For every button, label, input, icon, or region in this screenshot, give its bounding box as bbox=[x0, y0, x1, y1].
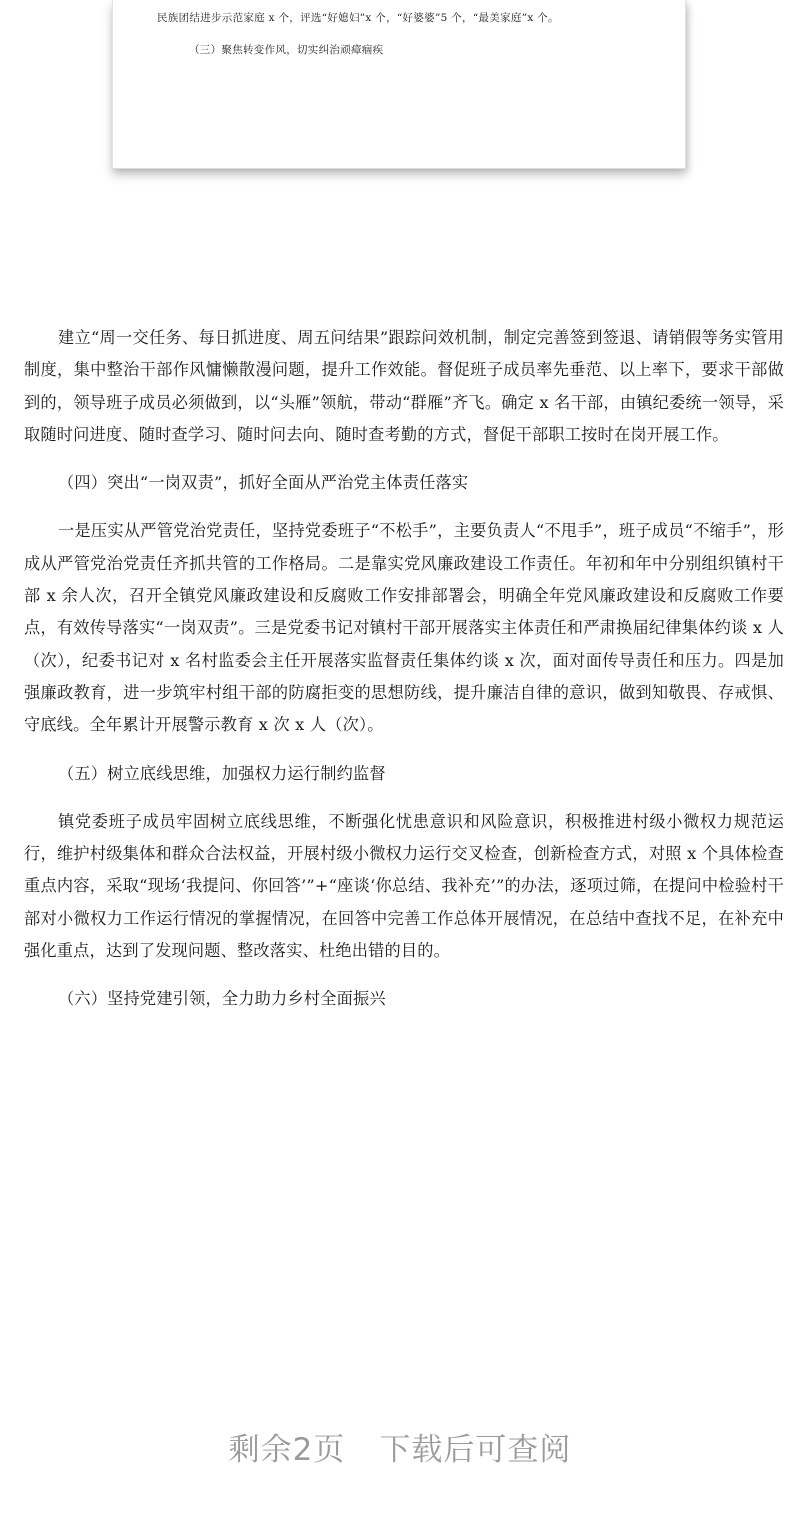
section-heading-6: （六）坚持党建引领，全力助力乡村全面振兴 bbox=[58, 989, 386, 1009]
download-prompt[interactable] bbox=[0, 1424, 800, 1469]
paragraph-supervision: 镇党委班子成员牢固树立底线思维，不断强化忧患意识和风险意识，积极推进村级小微权力规范运行，维护村级集体和群众合法权益，开展村级小微权力运行交叉检查，创新检查方式，对照 x 个具体检查重点内容，采取“现场‘我提问、你回答’”+“座谈‘你总结、我补充’”的办法，逐项过筛，在提问中检验村干部对小微权力工作运行情况的掌握情况，在回答中完善工作总体开展情况，在总结中查找不足，在补充中强化重点，达到了发现问题、整改落实、杜绝出错的目的。 bbox=[24, 811, 784, 961]
remaining-pages-label: 剩余2页 bbox=[228, 1432, 346, 1468]
document-body bbox=[24, 322, 784, 1016]
section-heading-4: （四）突出“一岗双责”，抓好全面从严治党主体责任落实 bbox=[58, 473, 469, 493]
previous-page-preview bbox=[112, 0, 686, 169]
paragraph-work-style: 建立“周一交任务、每日抓进度、周五问结果”跟踪问效机制，制定完善签到签退、请销假等务实管用制度，集中整治干部作风慵懒散漫问题，提升工作效能。督促班子成员率先垂范、以上率下，要求干部做到的，领导班子成员必须做到，以“头雁”领航，带动“群雁”齐飞。确定 x 名干部，由镇纪委统一领导，采取随时问进度、随时查学习、随时问去向、随时查考勤的方式，督促干部职工按时在岗开展工作。 bbox=[24, 328, 784, 444]
section-heading-5: （五）树立底线思维，加强权力运行制约监督 bbox=[58, 763, 386, 783]
paragraph-responsibility: 一是压实从严管党治党责任，坚持党委班子“不松手”，主要负责人“不甩手”，班子成员“不缩手”，形成从严管党治党责任齐抓共管的工作格局。二是靠实党风廉政建设工作责任。年初和年中分别组织镇村干部 x 余人次，召开全镇党风廉政建设和反腐败工作安排部署会，明确全年党风廉政建设和反腐败工作要点，有效传导落实“一岗双责”。三是党委书记对镇村干部开展落实主体责任和严肃换届纪律集体约谈 x 人（次），纪委书记对 x 名村监委会主任开展落实监督责任集体约谈 x 次，面对面传导责任和压力。四是加强廉政教育，进一步筑牢村组干部的防腐拒变的思想防线，提升廉洁自律的意识，做到知敬畏、存戒惧、守底线。全年累计开展警示教育 x 次 x 人（次）。 bbox=[24, 521, 784, 735]
preview-text-line: 民族团结进步示范家庭 x 个，评选“好媳妇”x 个，“好婆婆”5 个，“最美家庭”x 个。 bbox=[157, 12, 559, 24]
preview-section-heading: （三）聚焦转变作风，切实纠治顽瘴痼疾 bbox=[189, 44, 384, 56]
download-to-view-label: 下载后可查阅 bbox=[379, 1432, 572, 1468]
